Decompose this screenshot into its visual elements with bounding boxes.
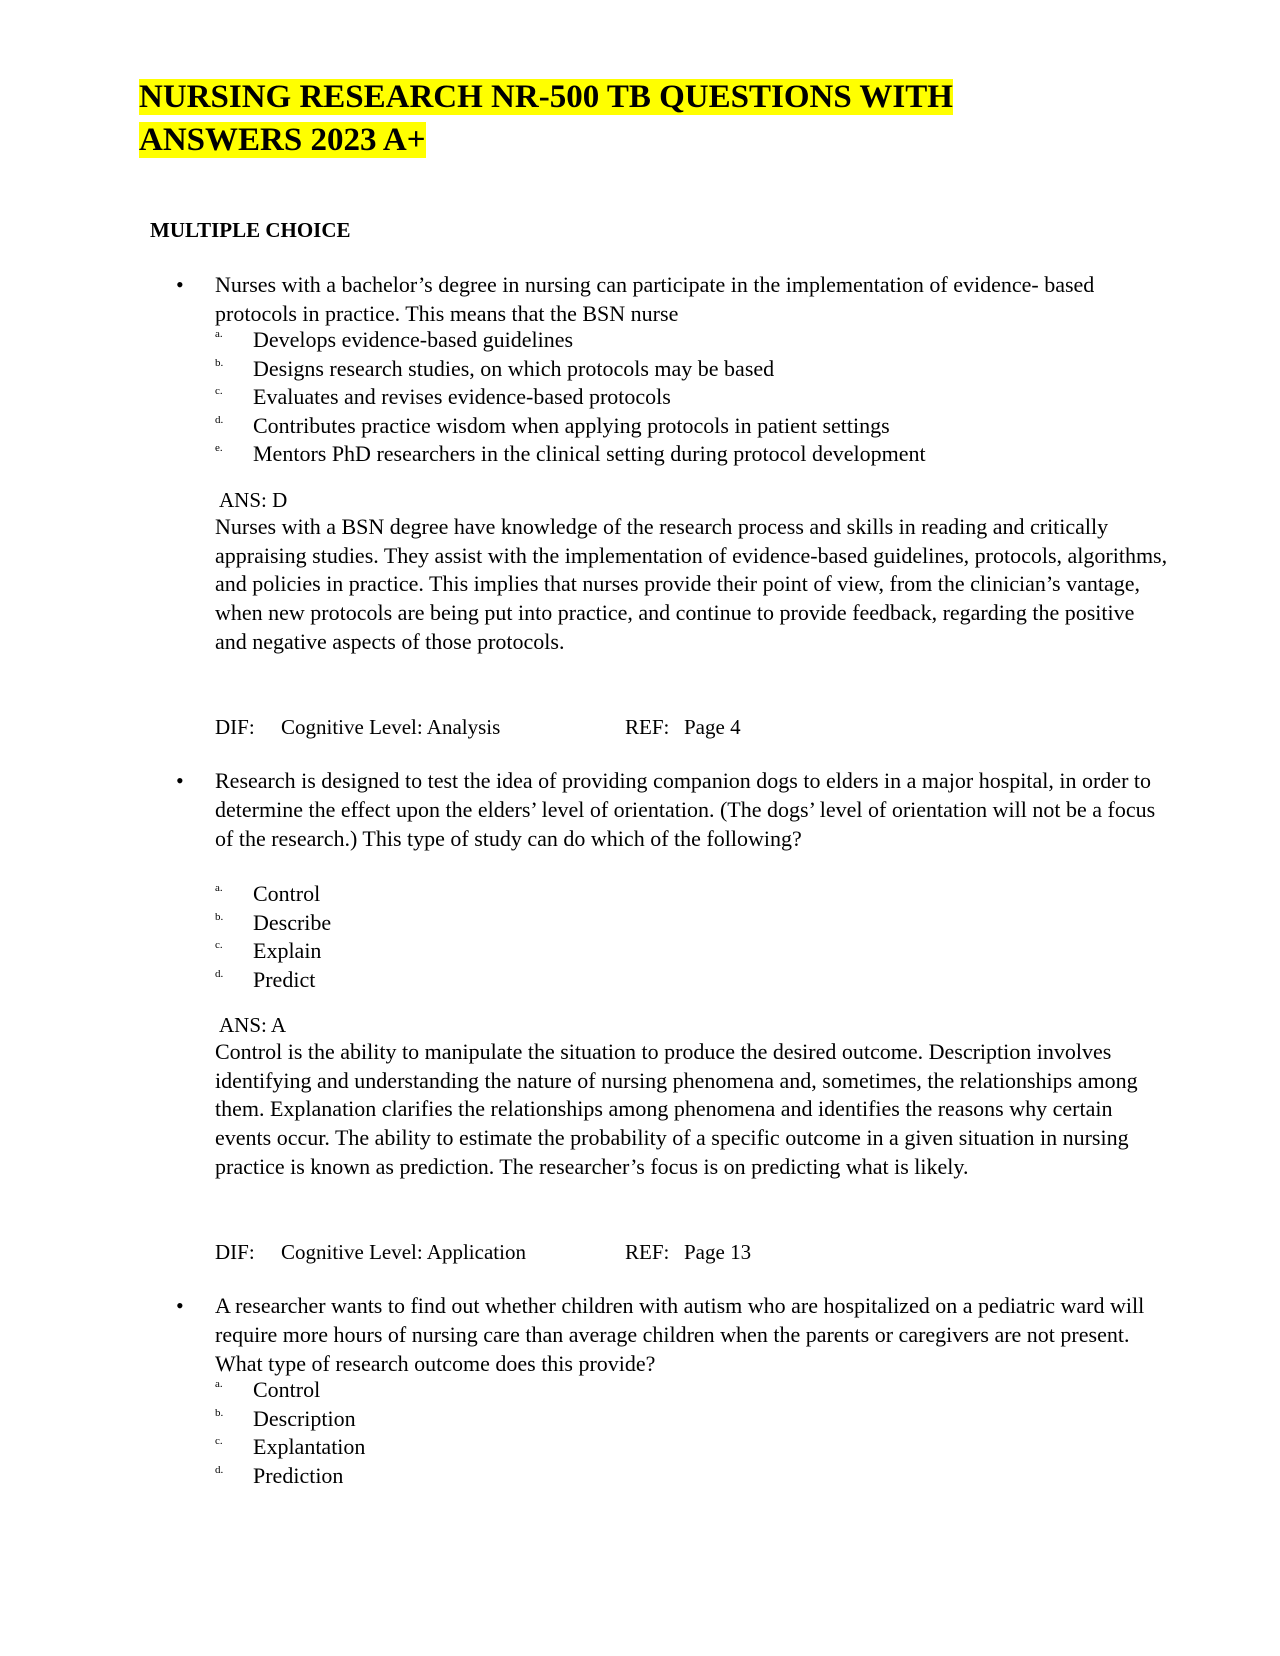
ref-value: Page 4	[684, 715, 741, 739]
question-stem: A researcher wants to find out whether children with autism who are hospitalized on a pediatric ward will require more hours of nursing care than average children when the parents or caregivers are not present. What type of research outcome does this provide?	[215, 1293, 1145, 1376]
ref-label: REF:	[625, 715, 670, 739]
question-stem: Research is designed to test the idea of providing companion dogs to elders in a major hospital, in order to determine the effect upon the elders’ level of orientation. (The dogs’ level of orientation will not be a focus of the research.) This type of study can do which of the following?	[215, 768, 1156, 851]
document-title	[139, 76, 1119, 162]
option-letter: b.	[215, 356, 224, 369]
option-letter: d.	[215, 1463, 224, 1476]
answer-rationale: Nurses with a BSN degree have knowledge of the research process and skills in reading and critically appraising studies. They assist with the implementation of evidence-based guidelines, protocols, algorithms, and policies in practice. This implies that nurses provide their point of view, from the clinician’s vantage, when new protocols are being put into practice, and continue to provide feedback, regarding the positive and negative aspects of those protocols.	[215, 514, 1168, 654]
option-letter: b.	[215, 1406, 224, 1419]
option-text: Describe	[253, 909, 332, 935]
option-text: Explain	[253, 938, 322, 964]
option-text: Description	[253, 1405, 356, 1431]
ref-label: REF:	[625, 1240, 670, 1264]
option-text: Designs research studies, on which protocols may be based	[253, 355, 775, 381]
answer-rationale: Control is the ability to manipulate the situation to produce the desired outcome. Description involves identifying and understanding the nature of nursing phenomena and, sometimes, the relationships among them. Explanation clarifies the relationships among phenomena and identifies the reasons why certain events occur. The ability to estimate the probability of a specific outcome in a given situation in nursing practice is known as prediction. The researcher’s focus is on predicting what is likely.	[215, 1039, 1138, 1179]
option-text: Develops evidence-based guidelines	[253, 327, 574, 352]
option-text: Control	[253, 881, 321, 906]
bullet-icon: •	[176, 1293, 184, 1318]
question-stem: Nurses with a bachelor’s degree in nursing can participate in the implementation of evidence- based protocols in practice. This means that the BSN nurse	[215, 272, 1095, 326]
bullet-icon: •	[176, 272, 184, 297]
option-text: Explantation	[253, 1434, 366, 1460]
option-letter: d.	[215, 967, 224, 980]
bullet-icon: •	[176, 768, 184, 793]
dif-label: DIF:	[215, 715, 255, 739]
option-letter: c.	[215, 939, 223, 952]
option-letter: e.	[215, 442, 223, 455]
option-letter: a.	[215, 882, 223, 894]
option-letter: d.	[215, 413, 224, 426]
option-text: Evaluates and revises evidence-based protocols	[253, 384, 671, 410]
option-text: Control	[253, 1377, 321, 1402]
option-letter: c.	[215, 385, 223, 398]
answer-key: ANS: D	[219, 488, 288, 512]
option-text: Mentors PhD researchers in the clinical setting during protocol development	[253, 441, 926, 467]
dif-label: DIF:	[215, 1240, 255, 1264]
title-line-1: NURSING RESEARCH NR-500 TB QUESTIONS WITH	[139, 79, 953, 115]
option-text: Prediction	[253, 1462, 344, 1488]
dif-value: Cognitive Level: Analysis	[281, 715, 501, 739]
option-text: Contributes practice wisdom when applying protocols in patient settings	[253, 412, 890, 438]
dif-value: Cognitive Level: Application	[281, 1240, 526, 1264]
option-letter: a.	[215, 328, 223, 340]
ref-value: Page 13	[684, 1240, 752, 1264]
option-letter: c.	[215, 1435, 223, 1448]
option-text: Predict	[253, 966, 316, 992]
title-line-2: ANSWERS 2023 A+	[139, 122, 426, 158]
option-letter: a.	[215, 1378, 223, 1390]
answer-key: ANS: A	[219, 1013, 287, 1037]
section-heading: MULTIPLE CHOICE	[150, 218, 351, 242]
option-letter: b.	[215, 910, 224, 923]
